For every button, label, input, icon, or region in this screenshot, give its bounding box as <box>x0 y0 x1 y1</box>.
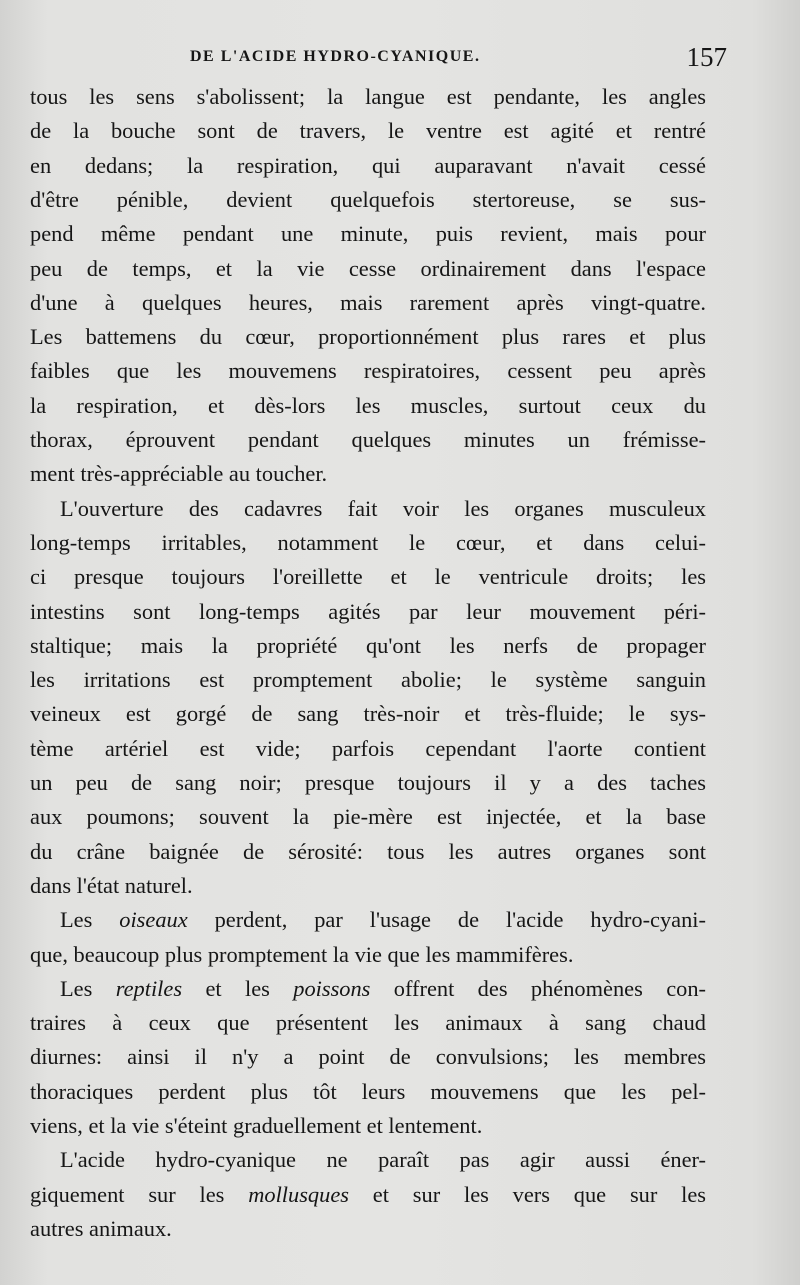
page-header <box>30 42 727 76</box>
text-segment: peu de temps, et la vie cesse ordinairement dans l'espace <box>30 255 706 281</box>
text-segment: Les <box>60 975 116 1001</box>
text-line <box>30 697 706 731</box>
text-line <box>30 492 706 526</box>
text-segment: staltique; mais la propriété qu'ont les nerfs de propager <box>30 632 706 658</box>
text-segment: et sur les vers que sur les <box>348 1181 706 1207</box>
text-line <box>30 423 706 457</box>
text-segment: les irritations est promptement abolie; le système sanguin <box>30 667 706 693</box>
text-line <box>30 560 706 594</box>
text-line <box>30 252 706 286</box>
text-segment: aux poumons; souvent la pie-mère est injectée, et la base <box>30 804 706 830</box>
text-line <box>30 149 706 183</box>
running-head: DE L'ACIDE HYDRO-CYANIQUE. <box>190 48 481 65</box>
italic-term: poissons <box>293 975 371 1001</box>
text-line <box>30 320 706 354</box>
text-line <box>30 354 706 388</box>
text-segment: ci presque toujours l'oreillette et le ventricule droits; les <box>30 564 706 590</box>
text-line <box>30 389 706 423</box>
text-segment: thorax, éprouvent pendant quelques minutes un frémisse- <box>30 427 706 452</box>
text-line <box>30 766 706 800</box>
text-segment: du crâne baignée de sérosité: tous les autres organes sont <box>30 838 706 864</box>
text-line <box>30 800 706 834</box>
italic-term: mollusques <box>248 1181 349 1207</box>
text-line <box>30 1143 706 1177</box>
text-line <box>30 114 706 148</box>
text-segment: d'une à quelques heures, mais rarement après vingt-quatre. <box>30 289 706 315</box>
text-line <box>30 869 706 903</box>
text-segment: veineux est gorgé de sang très-noir et très-fluide; le sys- <box>30 701 706 727</box>
text-segment: traires à ceux que présentent les animaux à sang chaud <box>30 1010 706 1036</box>
text-segment: Les battemens du cœur, proportionnément plus rares et plus <box>30 324 706 350</box>
text-segment: pend même pendant une minute, puis revient, mais pour <box>30 221 706 247</box>
text-line <box>30 595 706 629</box>
text-segment: la respiration, et dès-lors les muscles, surtout ceux du <box>30 392 706 418</box>
text-segment: ment très-appréciable au toucher. <box>30 461 328 487</box>
text-segment: de la bouche sont de travers, le ventre est agité et rentré <box>30 118 706 144</box>
text-segment: que, beaucoup plus promptement la vie que les mammifères. <box>30 941 574 967</box>
text-line <box>30 1006 706 1040</box>
text-line <box>30 903 706 937</box>
text-line <box>30 835 706 869</box>
text-segment: dans l'état naturel. <box>30 872 193 898</box>
text-segment: giquement sur les <box>30 1181 249 1207</box>
text-segment: L'acide hydro-cyanique ne paraît pas agir aussi éner- <box>60 1147 706 1173</box>
text-segment: viens, et la vie s'éteint graduellement et lentement. <box>30 1113 483 1138</box>
text-line <box>30 938 706 972</box>
italic-term: oiseaux <box>119 907 188 933</box>
text-segment: intestins sont long-temps agités par leur mouvement péri- <box>30 598 706 624</box>
text-segment: d'être pénible, devient quelquefois stertoreuse, se sus- <box>30 186 706 212</box>
text-line <box>30 1178 706 1212</box>
text-segment: perdent, par l'usage de l'acide hydro-cyani- <box>187 907 706 933</box>
text-line <box>30 526 706 560</box>
text-line <box>30 1109 706 1143</box>
text-segment: autres animaux. <box>30 1215 172 1241</box>
text-segment: offrent des phénomènes con- <box>370 975 706 1001</box>
page-number: 157 <box>686 42 727 72</box>
text-line <box>30 1040 706 1074</box>
italic-term: reptiles <box>115 975 183 1001</box>
text-line <box>30 286 706 320</box>
text-segment: un peu de sang noir; presque toujours il y a des taches <box>30 770 706 795</box>
text-segment: faibles que les mouvemens respiratoires, cessent peu après <box>30 358 706 384</box>
text-segment: diurnes: ainsi il n'y a point de convulsions; les membres <box>30 1044 706 1070</box>
text-segment: tous les sens s'abolissent; la langue est pendante, les angles <box>30 84 706 109</box>
text-segment: tème artériel est vide; parfois cependant l'aorte contient <box>30 735 706 761</box>
text-segment: thoraciques perdent plus tôt leurs mouvemens que les pel- <box>30 1078 706 1104</box>
text-line <box>30 457 706 491</box>
text-line <box>30 732 706 766</box>
text-line <box>30 1212 706 1246</box>
text-segment: et les <box>182 975 294 1001</box>
text-line <box>30 80 706 114</box>
text-segment: en dedans; la respiration, qui auparavant n'avait cessé <box>30 152 706 178</box>
text-line <box>30 1075 706 1109</box>
text-segment: Les <box>60 907 120 933</box>
text-line <box>30 663 706 697</box>
text-line <box>30 183 706 217</box>
text-line <box>30 217 706 251</box>
text-segment: long-temps irritables, notamment le cœur, et dans celui- <box>30 529 706 555</box>
text-line <box>30 972 706 1006</box>
text-line <box>30 629 706 663</box>
text-segment: L'ouverture des cadavres fait voir les organes musculeux <box>60 495 706 521</box>
